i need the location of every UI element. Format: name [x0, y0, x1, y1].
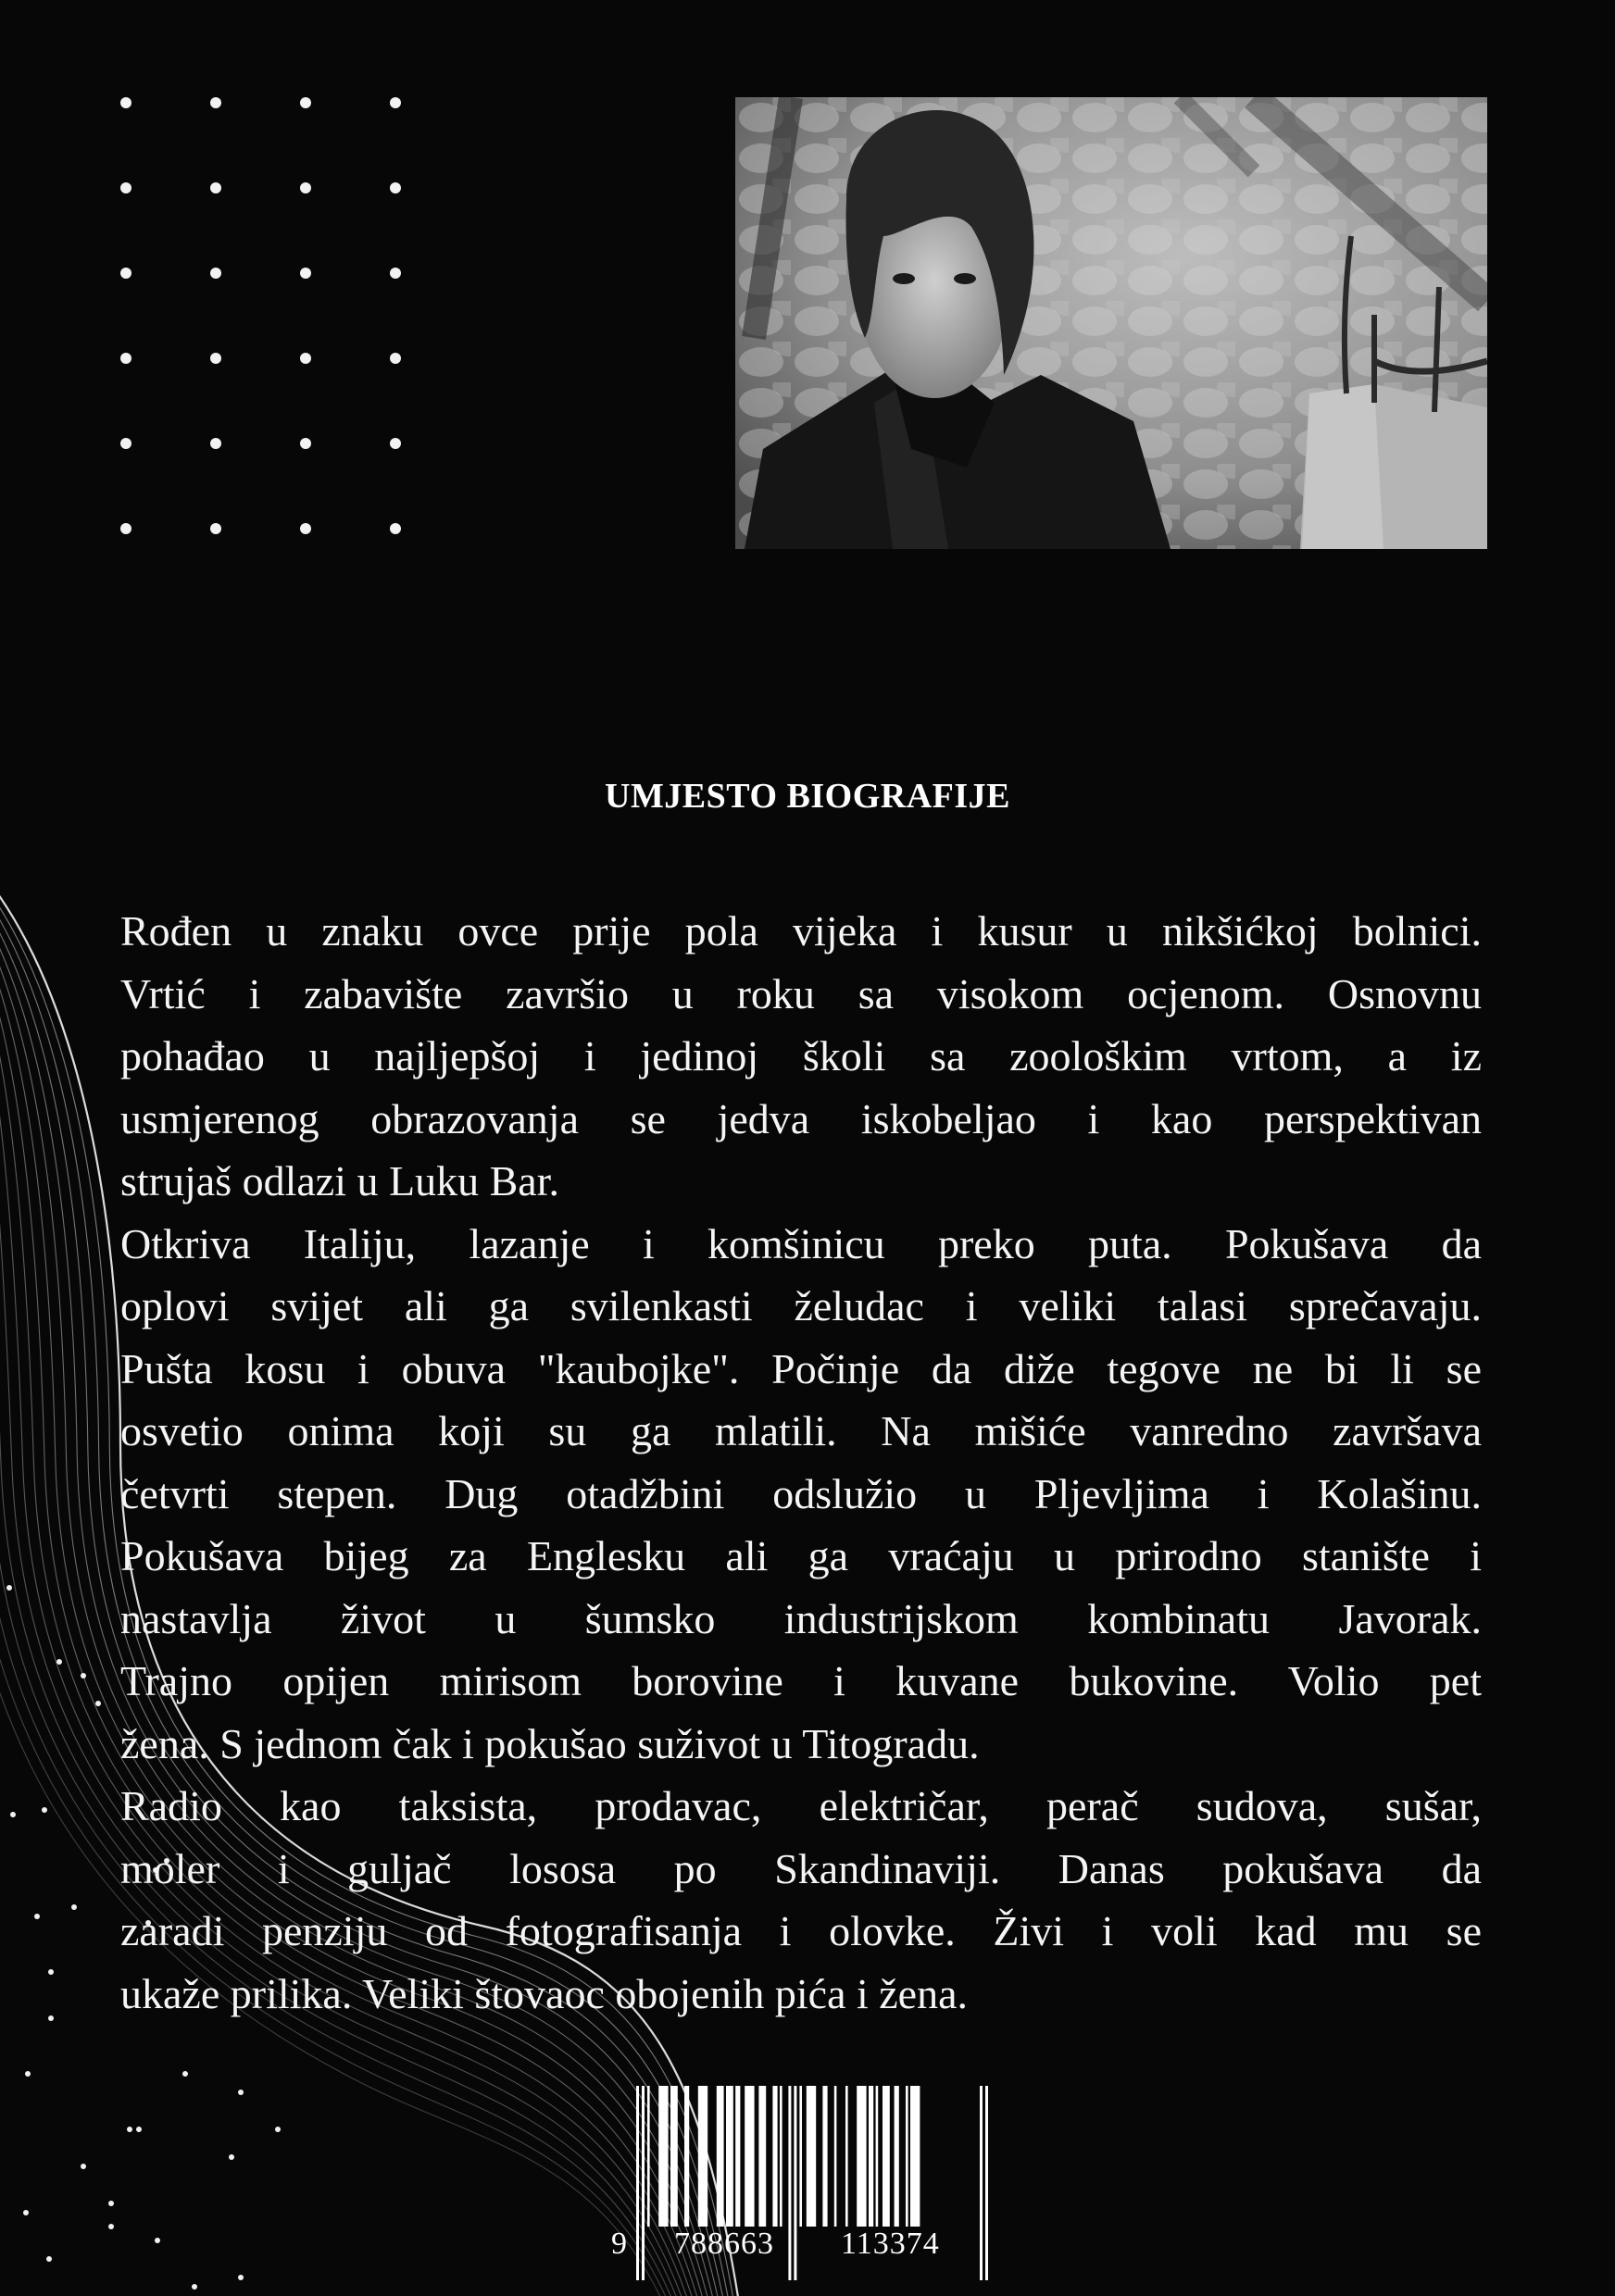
section-title: UMJESTO BIOGRAFIJE: [605, 777, 1010, 816]
dot-icon: [120, 182, 131, 193]
bio-line: Otkriva Italiju, lazanje i komšinicu preko puta. Pokušava da: [120, 1219, 1482, 1267]
bio-line: Pušta kosu i obuva "kaubojke". Počinje da diže tegove ne bi li se: [120, 1344, 1482, 1392]
biography-text: [120, 900, 1482, 2025]
dot-icon: [300, 438, 311, 449]
bio-line: oplovi svijet ali ga svilenkasti želudac i veliki talasi sprečavaju.: [120, 1282, 1482, 1329]
dot-icon: [210, 268, 221, 279]
bio-line: Rođen u znaku ovce prije pola vijeka i kusur u nikšićkoj bolnici.: [120, 907, 1482, 955]
dot-icon: [390, 268, 401, 279]
bio-line: zaradi penziju od fotografisanja i olovke. Živi i voli kad mu se: [120, 1907, 1482, 1954]
dot-icon: [210, 438, 221, 449]
dot-icon: [390, 97, 401, 108]
bio-line: Trajno opijen mirisom borovine i kuvane bukovine. Volio pet: [120, 1657, 1482, 1704]
dot-icon: [120, 523, 131, 534]
author-photo: [735, 97, 1487, 549]
dot-icon: [120, 353, 131, 364]
dot-icon: [300, 523, 311, 534]
dot-icon: [300, 182, 311, 193]
bio-line: četvrti stepen. Dug otadžbini odslužio u Pljevljima i Kolašinu.: [120, 1469, 1482, 1517]
bio-line: usmjerenog obrazovanja se jedva iskobeljao i kao perspektivan: [120, 1094, 1482, 1142]
dot-icon: [210, 523, 221, 534]
bio-line: pohađao u najljepšoj i jedinoj školi sa zoološkim vrtom, a iz: [120, 1032, 1482, 1079]
dot-icon: [300, 268, 311, 279]
bio-line: Pokušava bijeg za Englesku ali ga vraćaju u prirodno stanište i: [120, 1532, 1482, 1579]
dot-icon: [300, 97, 311, 108]
portrait-image: [735, 97, 1487, 549]
barcode-right-digits: 113374: [841, 2227, 940, 2261]
dot-icon: [390, 523, 401, 534]
dot-icon: [210, 182, 221, 193]
barcode-left-digits: 788663: [674, 2227, 774, 2261]
bio-line: Radio kao taksista, prodavac, električar, perač sudova, sušar,: [120, 1782, 1482, 1829]
dot-icon: [210, 353, 221, 364]
dot-icon: [120, 438, 131, 449]
decorative-dot-grid: [0, 0, 463, 574]
bio-line: žena. S jednom čak i pokušao suživot u Titogradu.: [120, 1719, 980, 1767]
bio-line: nastavlja život u šumsko industrijskom kombinatu Javorak.: [120, 1594, 1482, 1642]
dot-icon: [300, 353, 311, 364]
dot-icon: [120, 268, 131, 279]
dot-icon: [120, 97, 131, 108]
bio-line: osvetio onima koji su ga mlatili. Na mišiće vanredno završava: [120, 1407, 1482, 1454]
bio-line: moler i guljač lososa po Skandinaviji. Danas pokušava da: [120, 1844, 1482, 1892]
dot-icon: [390, 182, 401, 193]
dot-icon: [390, 438, 401, 449]
bio-line: ukaže prilika. Veliki štovaoc obojenih pića i žena.: [120, 1969, 969, 2017]
bio-line: Vrtić i zabavište završio u roku sa visokom ocjenom. Osnovnu: [120, 969, 1482, 1017]
dot-icon: [390, 353, 401, 364]
bio-line: strujaš odlazi u Luku Bar.: [120, 1157, 559, 1204]
barcode-prefix-digit: 9: [611, 2227, 628, 2261]
dot-icon: [210, 97, 221, 108]
